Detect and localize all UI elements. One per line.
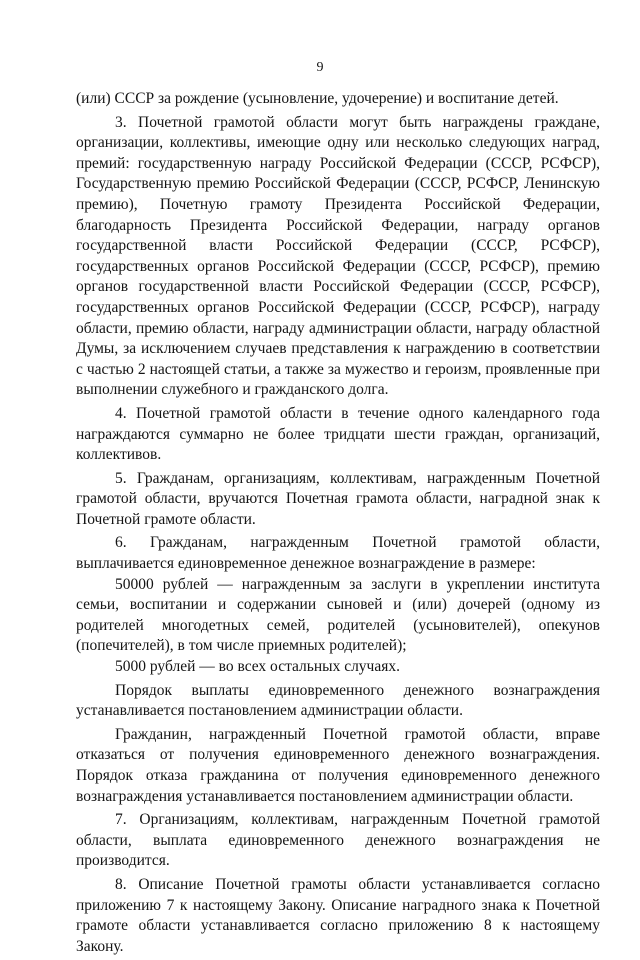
document-body	[76, 89, 600, 960]
paragraph-continuation: (или) СССР за рождение (усыновление, удочерение) и воспитание детей.	[76, 90, 559, 107]
paragraph-item-4: 4. Почетной грамотой области в течение одного календарного года награждаются суммарно не более тридцати шести граждан, организаций, коллективов.	[76, 404, 600, 464]
paragraph-amount-50000: 50000 рублей — награжденным за заслуги в укреплении института семьи, воспитании и содержании сыновей и (или) дочерей (одному из родителей многодетных семей, родителей (усыновителей), опекунов (попечителей), в том числе приемных родителей);	[76, 575, 600, 655]
paragraph-payment-procedure: Порядок выплаты единовременного денежного вознаграждения устанавливается постановлением администрации области.	[76, 681, 600, 720]
paragraph-item-6: 6. Гражданам, награжденным Почетной грамотой области, выплачивается единовременное денежное вознаграждение в размере:	[76, 534, 600, 573]
paragraph-refusal: Гражданин, награжденный Почетной грамотой области, вправе отказаться от получения единовременного денежного вознаграждения. Порядок отказа гражданина от получения единовременного денежного вознаграждения устанавливается постановлением администрации области.	[76, 725, 600, 805]
paragraph-amount-5000: 5000 рублей — во всех остальных случаях.	[115, 658, 400, 676]
page-number: 9	[316, 60, 324, 75]
paragraph-item-8: 8. Описание Почетной грамоты области устанавливается согласно приложению 7 к настоящему Закону. Описание наградного знака к Почетной грамоте области устанавливается согласно приложению 8 к настоящему Закону.	[76, 875, 600, 955]
paragraph-item-3: 3. Почетной грамотой области могут быть награждены граждане, организации, коллективы, имеющие одну или несколько следующих наград, премий: государственную награду Российской Федерации (СССР, РСФСР), Государственную премию Российской Федерации (СССР, РСФСР, Ленинскую премию), Почетную грамоту Президента Российской Федерации, благодарность Президента Российской Федерации, награду органов государственной власти Российской Федерации (СССР, РСФСР), государственных органов Российской Федерации (СССР, РСФСР), премию органов государственной власти Российской Федерации (СССР, РСФСР), государственных органов Российской Федерации (СССР, РСФСР), награду области, премию области, награду администрации области, награду областной Думы, за исключением случаев представления к награждению в соответствии с частью 2 настоящей статьи, а также за мужество и героизм, проявленные при выполнении служебного и гражданского долга.	[76, 113, 600, 399]
paragraph-item-5: 5. Гражданам, организациям, коллективам, награжденным Почетной грамотой области, вручаются Почетная грамота области, наградной знак к Почетной грамоте области.	[76, 469, 600, 528]
paragraph-item-7: 7. Организациям, коллективам, награжденным Почетной грамотой области, выплата единовременного денежного вознаграждения не производится.	[76, 811, 600, 870]
